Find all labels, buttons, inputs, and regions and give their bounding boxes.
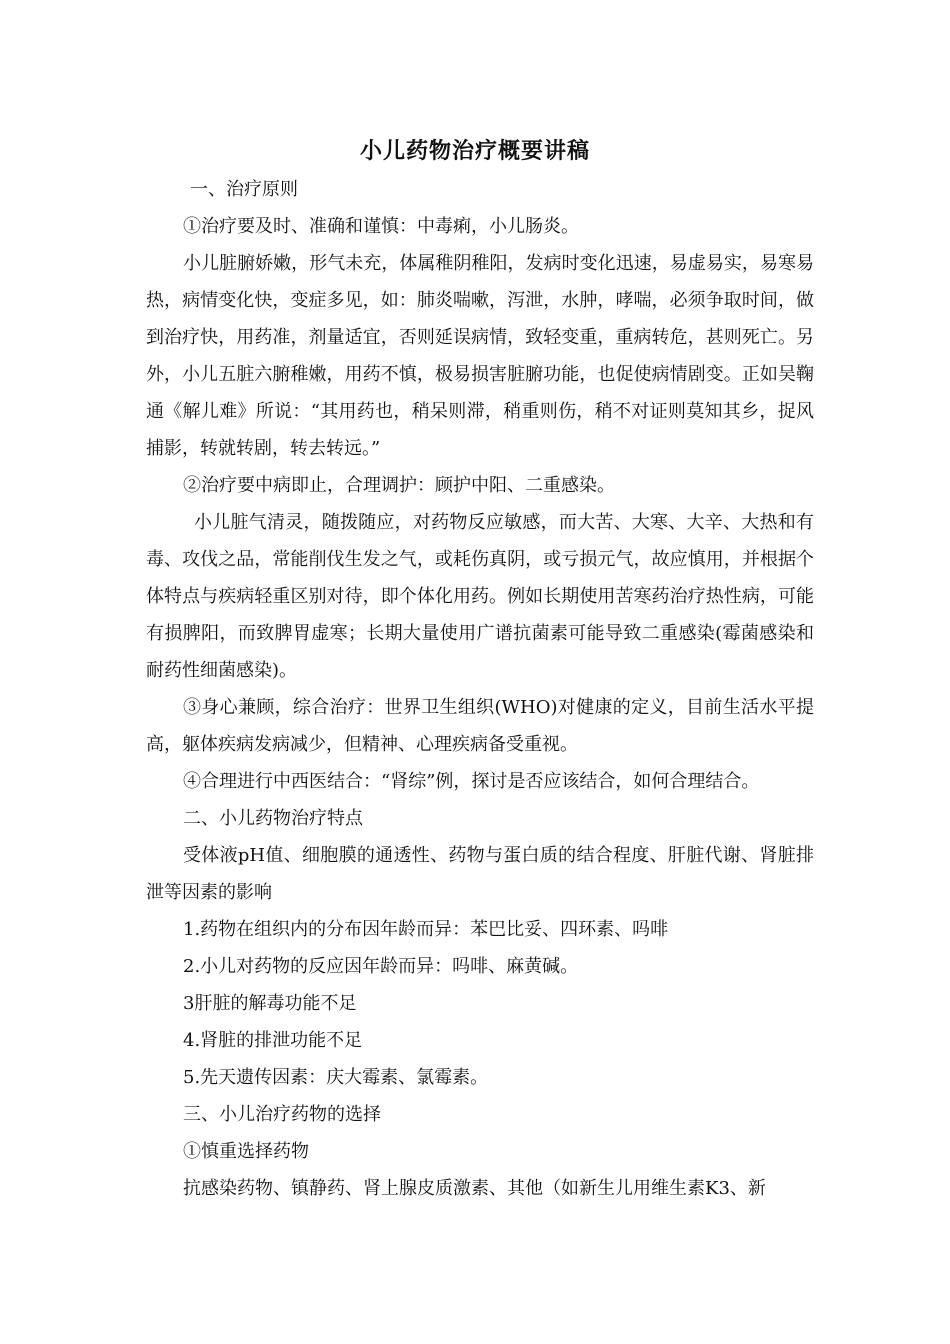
- selection-item-1: ①慎重选择药物: [183, 1141, 309, 1162]
- document-title: 小儿药物治疗概要讲稿: [359, 138, 590, 164]
- section-heading-3: 三、小儿治疗药物的选择: [183, 1104, 381, 1125]
- principle-1: ①治疗要及时、准确和谨慎：中毒痢，小儿肠炎。: [183, 216, 579, 237]
- paragraph-drug-types: 抗感染药物、镇静药、肾上腺皮质激素、其他（如新生儿用维生素K3、新: [183, 1178, 766, 1199]
- list-item-3: 3肝脏的解毒功能不足: [183, 993, 357, 1014]
- paragraph-principle-1-detail: 小儿脏腑娇嫩，形气未充，体属稚阴稚阳，发病时变化迅速，易虚易实，易寒易热，病情变化快，变症多见，如：肺炎喘嗽，泻泄，水肿，哮喘，必须争取时间，做到治疗快，用药准，剂量适宜，否则延误病情，致轻变重，重病转危，甚则死亡。另外，小儿五脏六腑稚嫩，用药不慎，极易损害脏腑功能，也促使病情剧变。正如吴鞠通《解儿难》所说：“其用药也，稍呆则滞，稍重则伤，稍不对证则莫知其乡，捉风捕影，转就转剧，转去转远。”: [146, 253, 814, 459]
- section-heading-1: 一、治疗原则: [190, 179, 298, 200]
- list-item-2: 2.小儿对药物的反应因年龄而异：吗啡、麻黄碱。: [183, 956, 579, 977]
- principle-2: ②治疗要中病即止，合理调护：顾护中阳、二重感染。: [183, 475, 615, 496]
- document-body: [146, 171, 814, 1207]
- list-item-5: 5.先天遗传因素：庆大霉素、氯霉素。: [183, 1067, 489, 1088]
- list-item-1: 1.药物在组织内的分布因年龄而异：苯巴比妥、四环素、吗啡: [183, 919, 669, 940]
- list-item-4: 4.肾脏的排泄功能不足: [183, 1030, 363, 1051]
- paragraph-factors: 受体液pH值、细胞膜的通透性、药物与蛋白质的结合程度、肝脏代谢、肾脏排泄等因素的影响: [146, 845, 814, 903]
- section-heading-2: 二、小儿药物治疗特点: [183, 808, 363, 829]
- paragraph-principle-2-detail: 小儿脏气清灵，随拨随应，对药物反应敏感，而大苦、大寒、大辛、大热和有毒、攻伐之品，常能削伐生发之气，或耗伤真阴，或亏损元气，故应慎用，并根据个体特点与疾病轻重区别对待，即个体化用药。例如长期使用苦寒药治疗热性病，可能有损脾阳，而致脾胃虚寒；长期大量使用广谱抗菌素可能导致二重感染(霉菌感染和耐药性细菌感染)。: [146, 512, 814, 681]
- principle-3: ③身心兼顾，综合治疗：世界卫生组织(WHO)对健康的定义，目前生活水平提高，躯体疾病发病减少，但精神、心理疾病备受重视。: [146, 697, 814, 755]
- principle-4: ④合理进行中西医结合：“肾综”例，探讨是否应该结合，如何合理结合。: [183, 771, 760, 792]
